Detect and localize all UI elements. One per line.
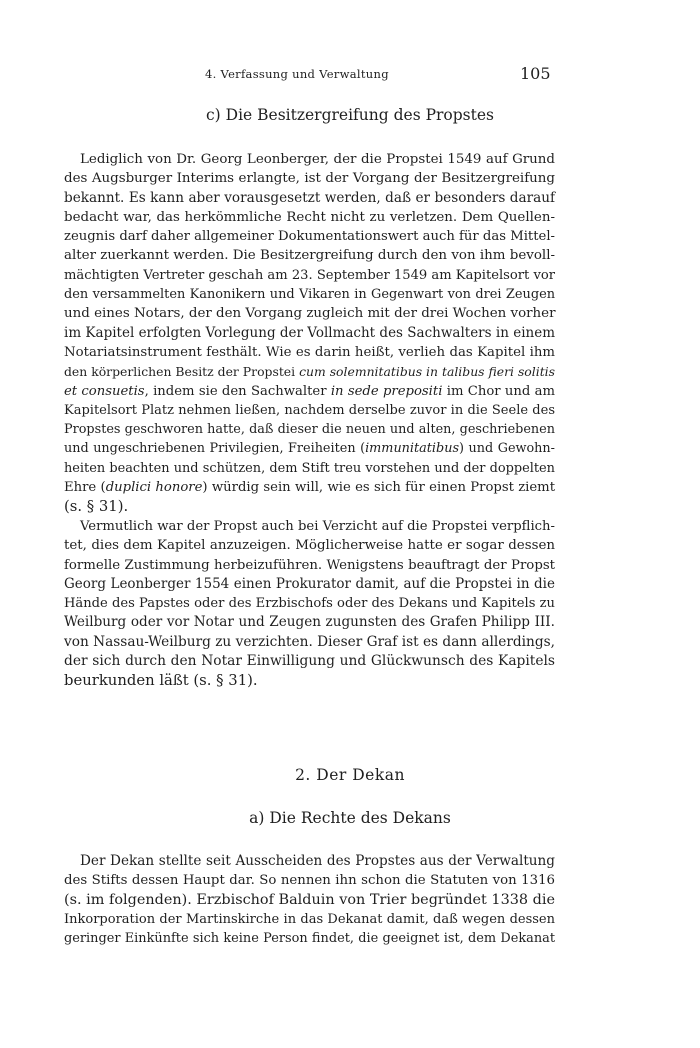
- paragraph-2: [64, 517, 555, 691]
- running-header: 4. Verfassung und Verwaltung: [205, 67, 389, 81]
- text-line: im Kapitel erfolgten Vorlegung der Vollmacht des Sachwalters in einem: [64, 324, 555, 341]
- latin-phrase: et consuetis: [64, 383, 145, 399]
- text-line: Weilburg oder vor Notar und Zeugen zugunsten des Grafen Philipp III.: [64, 614, 555, 631]
- text-line: (s. § 31).: [64, 498, 129, 516]
- text-line: Notariatsinstrument festhält. Wie es darin heißt, verlieh das Kapitel ihm: [64, 344, 555, 360]
- text-line: den versammelten Kanonikern und Vikaren in Gegenwart von drei Zeugen: [64, 287, 555, 303]
- text-line: des Augsburger Interims erlangte, ist der Vorgang der Besitzergreifung: [64, 171, 555, 187]
- latin-phrase: duplici honore: [105, 480, 203, 496]
- text-line: et consuetis, indem sie den Sachwalter in sede prepositi im Chor und am: [64, 383, 555, 399]
- text-line: formelle Zustimmung herbeizuführen. Wenigstens beauftragt der Propst: [64, 557, 555, 573]
- paragraph-3: [64, 852, 555, 948]
- text-line: des Stifts dessen Haupt dar. So nennen ihn schon die Statuten von 1316: [64, 873, 555, 889]
- text-line: Propstes geschworen hatte, daß dieser die neuen und alten, geschriebenen: [64, 422, 555, 438]
- text-line: alter zuerkannt werden. Die Besitzergreifung durch den von ihm bevoll-: [64, 248, 555, 264]
- text-line: den körperlichen Besitz der Propstei cum solemnitatibus in talibus fieri solitis: [64, 364, 555, 380]
- text-line: Vermutlich war der Propst auch bei Verzicht auf die Propstei verpflich-: [80, 519, 555, 534]
- subsection-heading-c: c) Die Besitzergreifung des Propstes: [206, 106, 494, 124]
- latin-phrase: cum solemnitatibus in talibus fieri solitis: [299, 364, 555, 380]
- text-line: Der Dekan stellte seit Ausscheiden des Propstes aus der Verwaltung: [80, 853, 555, 869]
- text-line: bedacht war, das herkömmliche Recht nicht zu verletzen. Dem Quellen-: [64, 209, 555, 225]
- latin-phrase: in sede prepositi: [330, 383, 443, 399]
- text-line: Inkorporation der Martinskirche in das Dekanat damit, daß wegen dessen: [64, 911, 555, 927]
- text-line: Hände des Papstes oder des Erzbischofs oder des Dekans und Kapitels zu: [64, 596, 555, 612]
- text-line: und eines Notars, der den Vorgang zugleich mit der drei Wochen vorher: [64, 306, 556, 322]
- page-number: 105: [520, 64, 551, 83]
- text-line: Lediglich von Dr. Georg Leonberger, der die Propstei 1549 auf Grund: [80, 152, 555, 167]
- text-line: der sich durch den Notar Einwilligung und Glückwunsch des Kapitels: [64, 653, 555, 670]
- text-line: bekannt. Es kann aber vorausgesetzt werden, daß er besonders darauf: [64, 189, 555, 206]
- text-line: Kapitelsort Platz nehmen ließen, nachdem derselbe zuvor in die Seele des: [64, 402, 555, 418]
- text-line: tet, dies dem Kapitel anzuzeigen. Möglicherweise hatte er sogar dessen: [64, 538, 555, 554]
- text-line: heiten beachten und schützen, dem Stift treu vorstehen und der doppelten: [64, 460, 555, 476]
- text-line: Ehre (duplici honore) würdig sein will, wie es sich für einen Propst ziemt: [64, 480, 555, 496]
- text-line: (s. im folgenden). Erzbischof Balduin von Trier begründet 1338 die: [64, 891, 555, 908]
- text-line: von Nassau-Weilburg zu verzichten. Dieser Graf ist es dann allerdings,: [64, 633, 555, 650]
- section-heading: 2. Der Dekan: [295, 766, 405, 784]
- subsection-heading-a: a) Die Rechte des Dekans: [249, 809, 451, 827]
- text-line: mächtigten Vertreter geschah am 23. September 1549 am Kapitelsort vor: [64, 267, 555, 283]
- text-line: Georg Leonberger 1554 einen Prokurator damit, auf die Propstei in die: [64, 575, 555, 592]
- paragraph-1: [64, 150, 555, 517]
- text-line: und ungeschriebenen Privilegien, Freiheiten (immunitatibus) und Gewohn-: [64, 441, 555, 457]
- latin-phrase: immunitatibus: [365, 441, 460, 457]
- text-line: geringer Einkünfte sich keine Person findet, die geeignet ist, dem Dekanat: [64, 931, 555, 947]
- text-line: beurkunden läßt (s. § 31).: [64, 672, 258, 690]
- text-line: zeugnis darf daher allgemeiner Dokumentationswert auch für das Mittel-: [64, 229, 555, 245]
